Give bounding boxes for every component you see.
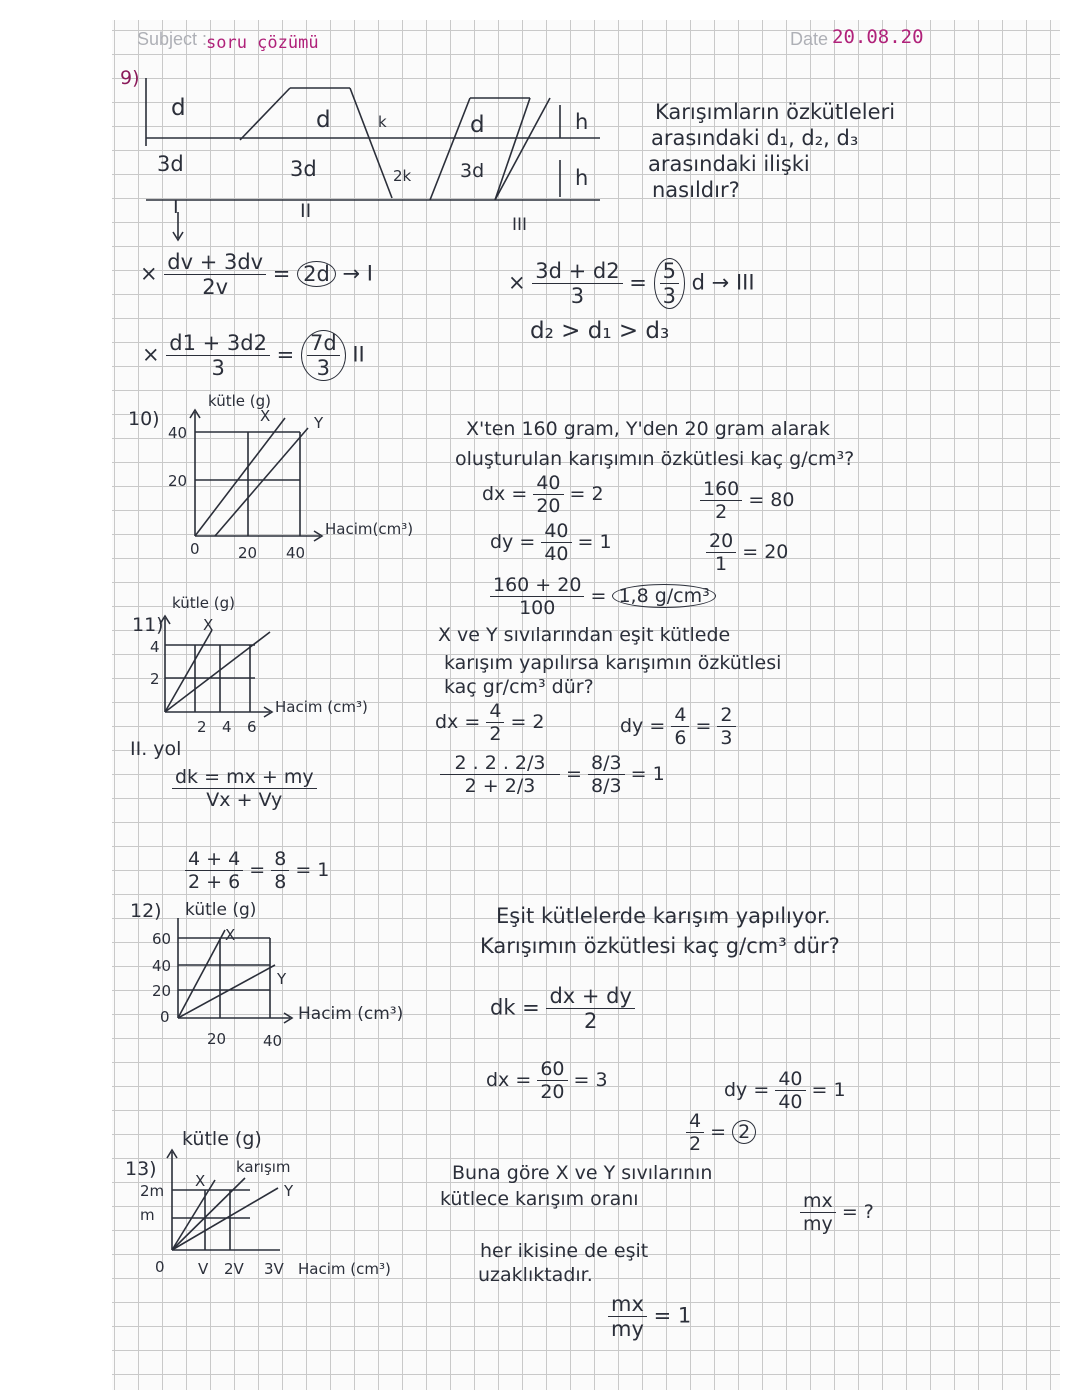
q11-dx-den: 2 <box>489 723 502 745</box>
q13-y-tick-2m: 2m <box>140 1182 165 1200</box>
q11-dy-num: 4 <box>671 704 689 727</box>
q9-3d-label-1: 3d <box>157 152 184 176</box>
q13-ratio-q: = ? <box>841 1201 874 1223</box>
q11-formula-den: Vx + Vy <box>206 789 283 811</box>
q12-dy-lhs: dy = <box>724 1079 770 1101</box>
q9-k-label: k <box>378 113 387 131</box>
q12-dy-num: 40 <box>775 1068 805 1091</box>
q9-calc1-tag: I <box>366 261 373 286</box>
date-value: 20.08.20 <box>832 26 924 48</box>
q11-sub-f-num: 8 <box>271 848 289 871</box>
q9-container-III: III <box>512 215 528 235</box>
q12-dk-lhs: dk = <box>490 995 540 1020</box>
q12-dk-den: 2 <box>584 1009 598 1033</box>
q10-vx-result: = 80 <box>748 489 795 511</box>
q12-dx-lhs: dx = <box>486 1069 532 1091</box>
q10-x-tick-20: 20 <box>238 544 258 562</box>
q11-dy-lhs: dy = <box>620 715 666 737</box>
q12-dx-result: = 3 <box>573 1069 608 1091</box>
q13-y-tick-m: m <box>140 1206 155 1224</box>
q9-calc3-result-denominator: 3 <box>662 284 676 308</box>
q9-question-line3: arasındaki ilişki <box>648 152 810 176</box>
q10-vy-num: 20 <box>706 530 736 553</box>
q13-origin: 0 <box>155 1258 165 1276</box>
q10-origin: 0 <box>190 540 200 558</box>
q9-container-II: II <box>300 200 312 222</box>
q11-x-tick-6: 6 <box>247 718 257 736</box>
q11-calc-f1-den: 8/3 <box>591 775 622 797</box>
q10-vy-result: = 20 <box>742 541 789 563</box>
q9-calc3-denominator: 3 <box>570 284 585 308</box>
q11-series-x-label: X <box>203 616 214 634</box>
q12-x-tick-40: 40 <box>263 1032 283 1050</box>
q13-question-line1: Buna göre X ve Y sıvılarının <box>452 1162 713 1184</box>
q10-dx-result: = 2 <box>569 483 604 505</box>
q11-dx-result: = 2 <box>510 711 545 733</box>
q10-vx-num: 160 <box>700 478 742 501</box>
q13-answer-result: = 1 <box>653 1303 692 1328</box>
q9-calc2-numerator: d1 + 3d2 <box>166 331 270 356</box>
q12-series-y-label: Y <box>277 970 287 988</box>
q9-d-label-2: d <box>316 107 331 133</box>
q13-x-axis-label: Hacim (cm³) <box>298 1260 391 1278</box>
q11-calc-f1-num: 8/3 <box>588 752 625 775</box>
q10-x-tick-40: 40 <box>286 544 306 562</box>
q11-dy-res-num: 2 <box>717 704 735 727</box>
q10-mix-calc: $\frac{160 + 20}{100}$ = 1,8 g/cm³ <box>490 574 716 619</box>
q12-final: $\frac{4}{2}$ = 2 <box>686 1110 756 1155</box>
q9-question-line4: nasıldır? <box>652 178 740 202</box>
q11-method-label: II. yol <box>130 738 182 760</box>
q10-dx-lhs: dx = <box>482 483 528 505</box>
q12-y-axis-label: kütle (g) <box>185 900 257 920</box>
q12-final-num: 4 <box>686 1110 704 1133</box>
q9-calc1-denominator: 2v <box>202 275 229 299</box>
q13-ratio-question <box>800 1190 874 1235</box>
q11-substitution: $\frac{4 + 4}{2 + 6}$ = $\frac{8}{8}$ = 1 <box>185 848 329 893</box>
q11-question-line2: karışım yapılırsa karışımın özkütlesi <box>444 652 782 674</box>
q12-dy-result: = 1 <box>811 1079 846 1101</box>
q13-x-tick-3v: 3V <box>264 1260 284 1278</box>
q10-mix-den: 100 <box>519 597 556 619</box>
q9-calc1-result: 2d <box>297 261 336 287</box>
q11-calc-mid: = <box>566 763 582 785</box>
q11-formula-num: dk = mx + my <box>172 766 317 789</box>
q9-3d-label-3: 3d <box>460 160 485 182</box>
q12-dx-den: 20 <box>540 1081 565 1103</box>
q9-number: 9) <box>120 67 140 89</box>
q11-calc-result: = 1 <box>630 763 665 785</box>
subject-value: soru çözümü <box>206 33 319 53</box>
q10-y-tick-40: 40 <box>168 424 188 442</box>
q11-calc-num: 2 . 2 . 2/3 <box>440 752 560 775</box>
q9-calc2-tag: II <box>352 342 365 367</box>
q9-d-label-3: d <box>470 112 485 138</box>
q11-dx-lhs: dx = <box>435 711 481 733</box>
q10-dy-den: 40 <box>544 543 569 565</box>
q11-x-tick-2: 2 <box>197 718 207 736</box>
q12-x-tick-20: 20 <box>207 1030 227 1048</box>
q12-question-line1: Eşit kütlelerde karışım yapılıyor. <box>496 904 831 928</box>
q11-number: 11) <box>132 614 164 636</box>
q10-x-axis-label: Hacim(cm³) <box>325 520 414 538</box>
q11-dy-res-den: 3 <box>720 727 733 749</box>
q13-answer-den: my <box>611 1317 644 1341</box>
q10-dx-num: 40 <box>533 472 563 495</box>
q11-y-tick-4: 4 <box>150 638 160 656</box>
q9-calc2-denominator: 3 <box>211 356 225 380</box>
q11-calc-den: 2 + 2/3 <box>464 775 536 797</box>
q9-2k-label: 2k <box>393 167 412 185</box>
q13-answer-line1: her ikisine de eşit <box>480 1240 649 1262</box>
q10-dx-den: 20 <box>536 495 561 517</box>
q9-calc-II: × $\frac{d1 + 3d2}{3}$ = $\frac{7d}{3}$ II <box>142 331 365 380</box>
q13-x-tick-v: V <box>198 1260 209 1278</box>
q11-y-axis-label: kütle (g) <box>172 594 236 612</box>
q12-final-result: 2 <box>732 1120 756 1144</box>
q9-h-label-1: h <box>575 110 589 134</box>
q10-mix-num: 160 + 20 <box>490 574 584 597</box>
q12-y-tick-20: 20 <box>152 982 172 1000</box>
q11-dy-eq: = <box>695 715 712 737</box>
q10-dy-result: = 1 <box>577 531 612 553</box>
q10-vy-den: 1 <box>715 553 728 575</box>
q10-y-tick-20: 20 <box>168 472 188 490</box>
q10-series-x-label: X <box>260 407 271 425</box>
q9-calc3-result-suffix: d <box>691 270 705 295</box>
q9-calc3-numerator: 3d + d2 <box>532 259 622 284</box>
q12-y-tick-40: 40 <box>152 957 172 975</box>
q13-y-axis-label: kütle (g) <box>182 1128 262 1150</box>
q12-series-x-label: X <box>225 926 236 944</box>
q9-calc2-result-denominator: 3 <box>316 356 330 380</box>
q13-ratio-den: my <box>803 1213 833 1235</box>
q13-series-x-label: X <box>195 1172 206 1190</box>
q10-number: 10) <box>128 408 160 430</box>
q9-calc2-result-numerator: 7d <box>307 331 340 356</box>
q12-dk-num: dx + dy <box>546 984 634 1009</box>
q13-ratio-num: mx <box>800 1190 836 1213</box>
q11-x-tick-4: 4 <box>222 718 232 736</box>
q11-sub-den: 2 + 6 <box>188 871 241 893</box>
q12-final-den: 2 <box>689 1133 702 1155</box>
q9-calc-I: × $\frac{dv + 3dv}{2v}$ = 2d → I <box>140 250 373 299</box>
q13-answer-line2: uzaklıktadır. <box>478 1264 593 1286</box>
q13-answer-num: mx <box>608 1292 647 1317</box>
q13-number: 13) <box>125 1158 157 1180</box>
q9-d-label-1: d <box>171 95 186 121</box>
q10-dy-lhs: dy = <box>490 531 536 553</box>
q11-sub-result: = 1 <box>295 859 330 881</box>
q13-mix-label: karışım <box>236 1158 291 1176</box>
q9-result: d₂ > d₁ > d₃ <box>530 318 670 344</box>
q13-series-y-label: Y <box>284 1182 294 1200</box>
q9-question-line2: arasındaki d₁, d₂, d₃ <box>651 126 859 150</box>
q11-sub-num: 4 + 4 <box>185 848 243 871</box>
q11-sub-f-den: 8 <box>274 871 287 893</box>
q10-question-line2: oluşturulan karışımın özkütlesi kaç g/cm³? <box>455 448 855 470</box>
q13-x-tick-2v: 2V <box>224 1260 244 1278</box>
q12-dx-num: 60 <box>537 1058 567 1081</box>
q11-question-line3: kaç gr/cm³ dür? <box>444 676 594 698</box>
q13-answer <box>608 1292 691 1341</box>
q11-dx-num: 4 <box>486 700 504 723</box>
q11-x-axis-label: Hacim (cm³) <box>275 698 368 716</box>
q9-h-label-2: h <box>575 166 589 190</box>
q12-dy-den: 40 <box>778 1091 803 1113</box>
q9-container-I: I <box>173 196 179 218</box>
q9-calc1-numerator: dv + 3dv <box>164 250 266 275</box>
q11-question-line1: X ve Y sıvılarından eşit kütlede <box>438 624 731 646</box>
q10-y-axis-label: kütle (g) <box>208 392 272 410</box>
date-label: Date <box>790 29 829 49</box>
q9-3d-label-2: 3d <box>290 157 317 181</box>
q12-y-tick-0: 0 <box>160 1008 170 1026</box>
q12-number: 12) <box>130 900 162 922</box>
q11-y-tick-2: 2 <box>150 670 160 688</box>
q12-y-tick-60: 60 <box>152 930 172 948</box>
q9-calc3-tag: III <box>735 270 755 295</box>
q9-calc3-result-numerator: 5 <box>660 259 679 284</box>
q12-question-line2: Karışımın özkütlesi kaç g/cm³ dür? <box>480 934 840 958</box>
q10-vx-den: 2 <box>715 501 728 523</box>
q10-dy-num: 40 <box>541 520 571 543</box>
subject-label: Subject : <box>137 29 208 49</box>
q13-question-line2: kütlece karışım oranı <box>440 1188 639 1210</box>
q10-mix-result: 1,8 g/cm³ <box>612 584 715 608</box>
q9-question-line1: Karışımların özkütleleri <box>655 100 896 124</box>
q10-question-line1: X'ten 160 gram, Y'den 20 gram alarak <box>466 418 830 440</box>
q9-calc-III: × $\frac{3d + d2}{3}$ = $\frac{5}{3}$ d → III <box>508 259 755 308</box>
q12-x-axis-label: Hacim (cm³) <box>298 1004 404 1024</box>
q10-series-y-label: Y <box>314 414 324 432</box>
q11-dy-den: 6 <box>674 727 687 749</box>
